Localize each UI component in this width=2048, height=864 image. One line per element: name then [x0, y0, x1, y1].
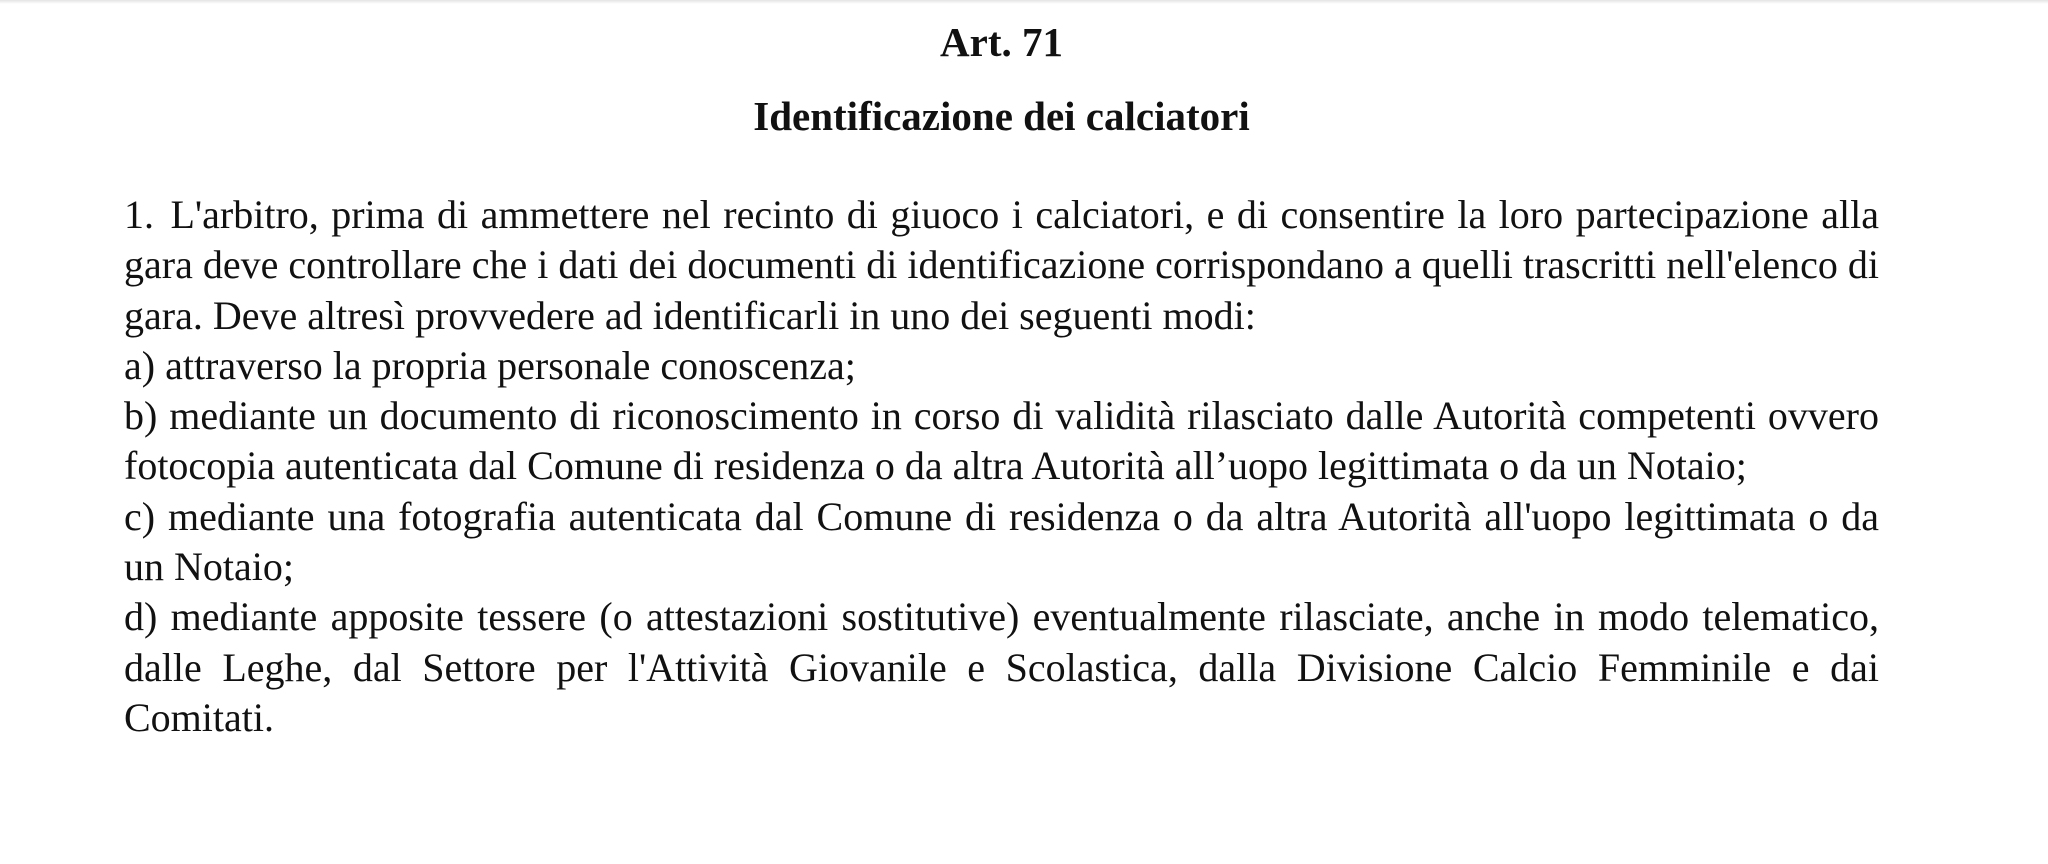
document-page [124, 14, 1879, 743]
article-body [124, 190, 1879, 743]
list-item-d: d) mediante apposite tessere (o attestazioni sostitutive) eventualmente rilasciate, anche in modo telematico, dalle Leghe, dal Settore per l'Attività Giovanile e Scolastica, dalla Divisione Calcio Femminile e dai Comitati. [124, 594, 1879, 740]
paragraph-1 [124, 190, 1879, 341]
list-item-a: a) attraverso la propria personale conoscenza; [124, 342, 856, 388]
article-title: Identificazione dei calciatori [753, 93, 1250, 139]
list-item-b: b) mediante un documento di riconoscimento in corso di validità rilasciato dalle Autorità competenti ovvero fotocopia autenticata dal Comune di residenza o da altra Autorità all’uopo legittimata o da un Notaio; [124, 393, 1879, 489]
list-item-c: c) mediante una fotografia autenticata dal Comune di residenza o da altra Autorità all'uopo legittimata o da un Notaio; [124, 493, 1879, 590]
paragraph-text: L'arbitro, prima di ammettere nel recinto di giuoco i calciatori, e di consentire la loro partecipazione alla gara deve controllare che i dati dei documenti di identificazione corrispondano a quelli trascritti nell'elenco di gara. Deve altresì provvedere ad identificarli in uno dei seguenti modi: [124, 192, 1880, 338]
window-top-edge [0, 0, 2048, 4]
paragraph-number: 1. [124, 192, 154, 237]
article-number: Art. 71 [940, 19, 1063, 65]
